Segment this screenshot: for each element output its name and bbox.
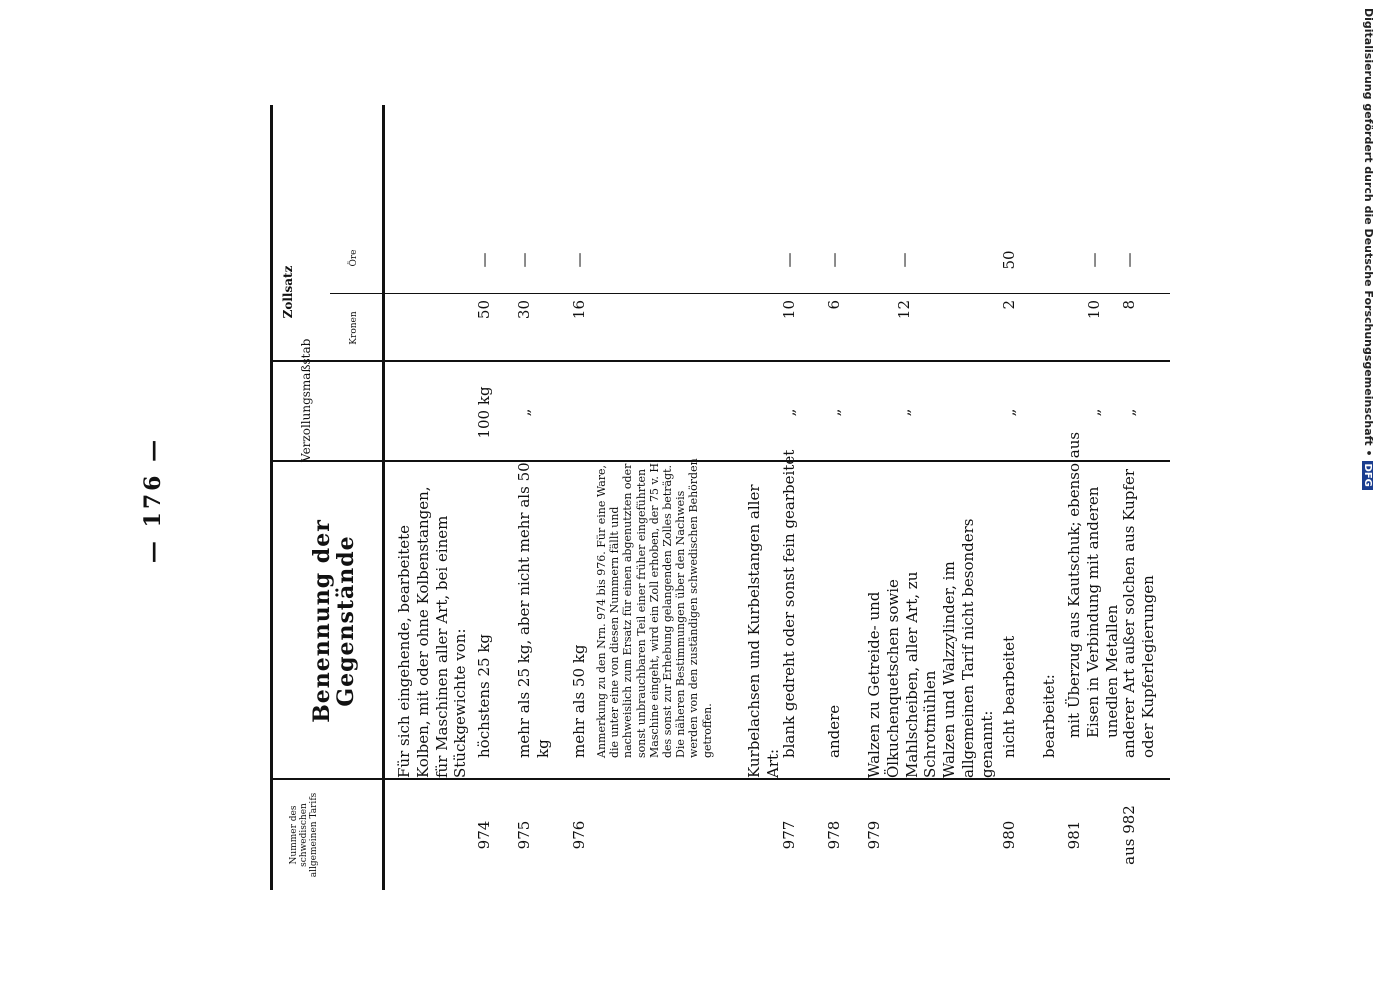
table-top-rule (270, 105, 273, 890)
row-kronen: 12 (895, 300, 913, 320)
row-number: 976 (570, 820, 588, 850)
row-description: Walzen und Walzzylinder, im allgemeinen Tarif nicht besonders genannt: (940, 518, 996, 778)
row-oere: — (570, 252, 588, 268)
row-number: 978 (825, 820, 843, 850)
stamp-label: Digitalisierung gefördert durch die Deutsche Forschungsgemeinschaft • (1362, 8, 1375, 457)
row-oere: — (1120, 252, 1138, 268)
row-oere: — (515, 252, 533, 268)
row-description: Walzen zu Getreide- und Ölkuchenquetschen sowie Mahlscheiben, aller Art, zu Schrotmühlen (865, 571, 940, 778)
row-description: blank gedreht oder sonst fein gearbeitet (780, 449, 798, 758)
page-number: — 176 — (140, 436, 166, 564)
row-oere: 50 (1000, 250, 1018, 270)
row-unit: „ (825, 408, 843, 417)
row-unit: „ (780, 408, 798, 417)
row-description: bearbeitet: (1040, 674, 1058, 758)
row-description: anderer Art außer solchen aus Kupfer oder Kupferlegierungen (1120, 468, 1157, 758)
row-description: nicht bearbeitet (1000, 635, 1018, 758)
row-kronen: 2 (1000, 300, 1018, 310)
row-kronen: 6 (825, 300, 843, 310)
header-number: Nummer des schwedischen allgemeinen Tarifs (289, 792, 319, 878)
row-unit: „ (515, 408, 533, 417)
header-rule (382, 105, 385, 890)
row-kronen: 16 (570, 300, 588, 320)
row-unit: „ (1120, 408, 1138, 417)
row-number: 981 (1065, 820, 1083, 850)
row-description: Für sich eingehende, bearbeitete Kolben, mit oder ohne Kolbenstangen, für Maschinen aller Art, bei einem Stückgewichte von: (395, 486, 470, 778)
header-oere: Öre (349, 249, 359, 267)
row-description: mehr als 25 kg, aber nicht mehr als 50 kg (515, 462, 552, 758)
header-unit: Verzollungsmaßstab (299, 338, 313, 462)
row-unit: „ (1085, 408, 1103, 417)
row-number: 975 (515, 820, 533, 850)
tariff-table (270, 105, 1170, 890)
column-divider (270, 778, 1170, 780)
row-note: Anmerkung zu den Nrn. 974 bis 976. Für eine Ware, die unter eine von diesen Nummern fällt und nachweislich zum Ersatz für einen abgenutzten oder sonst unbrauchbaren Teil einer früher eingeführten Maschine eingeht, wird ein Zoll erhoben, der 75 v. H. des sonst zur Erhebung gelangenden Zolles beträgt. Die näheren Bestimmungen über den Nachweis werden von den zuständigen schwedischen Behörden getroffen. (595, 458, 714, 758)
row-description: andere (825, 704, 843, 758)
row-oere: — (780, 252, 798, 268)
row-kronen: 8 (1120, 300, 1138, 310)
header-kronen: Kronen (349, 311, 359, 345)
row-description: mehr als 50 kg (570, 644, 588, 758)
row-number: 977 (780, 820, 798, 850)
stamp-text (1357, 8, 1375, 908)
dfg-logo: DFG (1362, 461, 1373, 490)
header-description: Benennung der Gegenstände (309, 519, 360, 723)
column-divider (270, 460, 1170, 462)
header-duty: Zollsatz (281, 265, 295, 319)
row-number: 980 (1000, 820, 1018, 850)
row-unit: „ (895, 408, 913, 417)
row-kronen: 10 (780, 300, 798, 320)
row-description: mit Überzug aus Kautschuk; ebenso aus Eisen in Verbindung mit anderen unedlen Metallen (1065, 431, 1121, 738)
row-number: aus 982 (1120, 805, 1138, 865)
row-oere: — (895, 252, 913, 268)
row-kronen: 10 (1085, 300, 1103, 320)
column-divider (270, 360, 1170, 362)
row-unit: 100 kg (475, 386, 493, 439)
column-divider (330, 293, 1170, 294)
row-oere: — (475, 252, 493, 268)
row-number: 979 (865, 820, 883, 850)
digitization-stamp (1357, 8, 1375, 988)
row-unit: „ (1000, 408, 1018, 417)
row-description: Kurbelachsen und Kurbelstangen aller Art: (745, 484, 782, 778)
row-oere: — (1085, 252, 1103, 268)
row-number: 974 (475, 820, 493, 850)
row-oere: — (825, 252, 843, 268)
row-kronen: 50 (475, 300, 493, 320)
row-description: höchstens 25 kg (475, 633, 493, 758)
row-kronen: 30 (515, 300, 533, 320)
